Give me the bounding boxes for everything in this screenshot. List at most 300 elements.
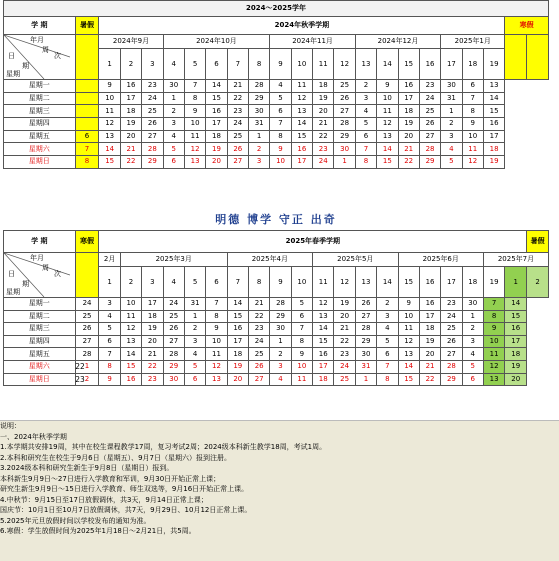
- date-cell: 12: [184, 143, 205, 156]
- date-cell: 15: [120, 360, 141, 373]
- week-number: 1: [505, 267, 527, 298]
- weekday-row: [4, 92, 549, 105]
- date-cell: 6: [291, 310, 312, 323]
- date-cell: 14: [505, 298, 527, 311]
- date-cell: 2: [441, 118, 462, 131]
- week-number: 17: [441, 267, 462, 298]
- date-cell: 24: [75, 298, 99, 311]
- date-cell: 8: [483, 310, 504, 323]
- date-cell: 25: [142, 105, 163, 118]
- date-cell: 14: [313, 323, 334, 336]
- date-cell: 29: [419, 156, 440, 169]
- date-cell: 5: [99, 323, 120, 336]
- date-cell: 22: [142, 360, 163, 373]
- corner-label-year-month: 年月: [30, 36, 44, 44]
- week-number: 5: [184, 49, 205, 80]
- date-cell: 15: [206, 92, 227, 105]
- date-cell: 29: [334, 130, 355, 143]
- week-number: 2: [527, 267, 549, 298]
- date-cell: 24: [441, 310, 462, 323]
- week-number: 10: [291, 267, 312, 298]
- date-cell: 17: [313, 360, 334, 373]
- date-cell: 10: [483, 335, 504, 348]
- winter-holiday-column: [505, 35, 527, 80]
- date-cell: 13: [377, 130, 398, 143]
- date-cell: 21: [142, 348, 163, 361]
- weekday-row: [4, 335, 549, 348]
- date-cell: 31: [355, 360, 376, 373]
- week-number: 18: [462, 267, 483, 298]
- winter-holiday-column: [75, 253, 99, 298]
- note-line: 1.本学期共安排19周，其中在校生课程教学17周，复习考试2周；2024级本科新生教学18周，考试1周。: [0, 443, 327, 451]
- date-cell: 21: [227, 80, 248, 93]
- date-cell: 26: [248, 360, 269, 373]
- date-cell: 6: [99, 335, 120, 348]
- week-number: 8: [248, 267, 269, 298]
- corner-label-week: 周: [42, 46, 49, 54]
- week-number: 3: [142, 267, 163, 298]
- date-cell: 5: [184, 360, 205, 373]
- date-cell: 16: [291, 143, 312, 156]
- week-number: 16: [419, 49, 440, 80]
- date-cell: 25: [334, 373, 355, 386]
- summer-column-header: [75, 35, 99, 80]
- spring-term-title: 2025年春季学期: [99, 231, 527, 253]
- date-cell: 11: [291, 80, 312, 93]
- date-cell: 14: [377, 143, 398, 156]
- date-cell: 9: [462, 118, 483, 131]
- date-cell: 9: [270, 143, 291, 156]
- winter-holiday-label: 寒假: [75, 231, 99, 253]
- week-number: 1: [99, 49, 120, 80]
- week-number: 18: [462, 49, 483, 80]
- date-cell: 15: [313, 335, 334, 348]
- winter-date-cell: 22: [75, 362, 85, 372]
- date-cell: 1: [75, 360, 99, 373]
- weekday-row: [4, 298, 549, 311]
- date-cell: 19: [313, 92, 334, 105]
- date-cell: 11: [99, 105, 120, 118]
- note-line: 5.2025年元旦放假时间以学校发布的通知为准。: [0, 516, 151, 525]
- date-cell: 13: [206, 373, 227, 386]
- date-cell: 28: [419, 143, 440, 156]
- weekday-label: 星期三: [4, 105, 76, 118]
- date-cell: 16: [398, 80, 419, 93]
- date-cell: 26: [142, 118, 163, 131]
- date-cell: 19: [398, 118, 419, 131]
- corner-label-weekday: 星期: [6, 70, 20, 78]
- date-cell: 10: [291, 360, 312, 373]
- date-cell: 2: [248, 143, 269, 156]
- date-cell: 26: [227, 143, 248, 156]
- date-cell: 16: [483, 118, 504, 131]
- date-cell: 5: [441, 156, 462, 169]
- week-number: 12: [334, 49, 355, 80]
- date-cell: 14: [483, 92, 504, 105]
- date-cell: 12: [377, 118, 398, 131]
- date-cell: 30: [355, 348, 376, 361]
- date-cell: 7: [462, 92, 483, 105]
- date-cell: 5: [163, 143, 184, 156]
- date-cell: 12: [398, 335, 419, 348]
- date-cell: 5: [291, 298, 312, 311]
- date-cell: 4: [163, 130, 184, 143]
- date-cell: 27: [227, 156, 248, 169]
- note-line: 2.本科和研究生在校生于9月6日（星期五）、9月7日（星期六）报到注册。: [0, 453, 231, 462]
- date-cell: 31: [248, 118, 269, 131]
- summer-date-cell: 8: [75, 156, 99, 169]
- date-cell: 26: [441, 335, 462, 348]
- month-label: 2024年9月: [99, 35, 163, 49]
- notes-panel: [0, 420, 559, 561]
- week-number: 15: [398, 267, 419, 298]
- week-number: 2: [120, 267, 141, 298]
- date-cell: 25: [248, 348, 269, 361]
- month-label: 2024年10月: [163, 35, 270, 49]
- date-cell: 3: [163, 118, 184, 131]
- date-cell: 2: [377, 298, 398, 311]
- date-cell: 18: [419, 323, 440, 336]
- date-cell: 19: [483, 156, 504, 169]
- weekday-row: [4, 80, 549, 93]
- date-cell: 13: [483, 373, 504, 386]
- week-number: 9: [270, 267, 291, 298]
- date-cell: 16: [206, 105, 227, 118]
- date-cell: 15: [505, 310, 527, 323]
- date-cell: 17: [419, 310, 440, 323]
- date-cell: 2: [184, 323, 205, 336]
- date-cell: 1: [355, 373, 376, 386]
- date-cell: 4: [99, 310, 120, 323]
- date-cell: 11: [462, 143, 483, 156]
- month-row: [4, 35, 549, 49]
- date-cell: 7: [291, 323, 312, 336]
- date-cell: 30: [270, 323, 291, 336]
- date-cell: 28: [163, 348, 184, 361]
- date-cell: 30: [334, 143, 355, 156]
- date-cell: 16: [419, 298, 440, 311]
- week-number: 14: [377, 49, 398, 80]
- date-cell: 30: [248, 105, 269, 118]
- date-cell: 17: [505, 335, 527, 348]
- note-line: 本科新生9月9日～27日进行入学教育和军训，9月30日开始正常上课；: [0, 474, 221, 483]
- date-cell: 23: [313, 143, 334, 156]
- date-cell: 4: [270, 80, 291, 93]
- date-cell: 13: [313, 310, 334, 323]
- date-cell: 16: [313, 348, 334, 361]
- academic-year-title: 2024～2025学年: [4, 1, 549, 17]
- month-label: 2024年11月: [270, 35, 355, 49]
- weekday-row: [4, 143, 549, 156]
- term-label: 学 期: [4, 231, 76, 253]
- date-cell: 22: [313, 130, 334, 143]
- weekday-row: [4, 323, 549, 336]
- date-cell: 23: [142, 373, 163, 386]
- corner-label-weekday: 星期: [6, 288, 20, 296]
- week-number: 15: [398, 49, 419, 80]
- date-cell: 4: [184, 348, 205, 361]
- weekday-label: 星期六: [4, 360, 76, 373]
- date-cell: 20: [313, 105, 334, 118]
- date-cell: 16: [120, 373, 141, 386]
- date-cell: 17: [227, 335, 248, 348]
- corner-header: [4, 35, 76, 80]
- date-cell: 11: [291, 373, 312, 386]
- date-cell: 1: [248, 130, 269, 143]
- date-cell: 30: [163, 373, 184, 386]
- autumn-term-calendar: [3, 0, 549, 169]
- date-cell: 25: [334, 80, 355, 93]
- date-cell: 19: [206, 143, 227, 156]
- date-cell: 17: [120, 92, 141, 105]
- month-label: 2025年6月: [398, 253, 483, 267]
- date-cell: 21: [313, 118, 334, 131]
- weekday-label: 星期一: [4, 298, 76, 311]
- date-cell: 27: [163, 335, 184, 348]
- date-cell: 24: [419, 92, 440, 105]
- month-label: 2025年5月: [313, 253, 398, 267]
- date-cell: 21: [334, 323, 355, 336]
- date-cell: 12: [483, 360, 504, 373]
- week-number: 4: [163, 267, 184, 298]
- date-cell: 12: [313, 298, 334, 311]
- date-cell: 23: [227, 105, 248, 118]
- date-cell: 18: [505, 348, 527, 361]
- date-cell: 22: [398, 156, 419, 169]
- date-cell: 28: [334, 118, 355, 131]
- date-cell: 28: [270, 298, 291, 311]
- week-number: 19: [483, 267, 504, 298]
- corner-label-count: 次: [54, 270, 61, 278]
- date-cell: 14: [206, 80, 227, 93]
- date-cell: 13: [120, 335, 141, 348]
- weekday-row: [4, 348, 549, 361]
- date-cell: 12: [462, 156, 483, 169]
- date-cell: 22: [227, 92, 248, 105]
- date-cell: 3: [441, 130, 462, 143]
- date-cell: 1: [184, 310, 205, 323]
- date-cell: 14: [99, 143, 120, 156]
- week-number: 6: [206, 267, 227, 298]
- summer-date-cell: 6: [75, 130, 99, 143]
- winter-holiday-column: [526, 35, 548, 80]
- weekday-row: [4, 156, 549, 169]
- date-cell: 8: [377, 373, 398, 386]
- term-label: 学 期: [4, 17, 76, 35]
- date-cell: 30: [163, 80, 184, 93]
- date-cell: 20: [206, 156, 227, 169]
- date-cell: 6: [184, 373, 205, 386]
- date-cell: 18: [206, 130, 227, 143]
- date-cell: 20: [334, 310, 355, 323]
- date-cell: 4: [377, 323, 398, 336]
- date-cell: 26: [419, 118, 440, 131]
- month-label: 2月: [99, 253, 120, 267]
- date-cell: 4: [355, 105, 376, 118]
- weekday-label: 星期三: [4, 323, 76, 336]
- date-cell: 22: [334, 335, 355, 348]
- corner-label-count: 次: [54, 52, 61, 60]
- week-number: 19: [483, 49, 504, 80]
- date-cell: 25: [227, 130, 248, 143]
- note-line: 一、2024年秋季学期: [0, 432, 67, 441]
- weekday-label: 星期五: [4, 348, 76, 361]
- date-cell: 15: [227, 310, 248, 323]
- date-cell: 8: [184, 92, 205, 105]
- date-cell: 7: [270, 118, 291, 131]
- date-cell: 3: [99, 298, 120, 311]
- date-cell: 14: [227, 298, 248, 311]
- week-number: 13: [355, 49, 376, 80]
- date-cell: 17: [398, 92, 419, 105]
- date-cell: 28: [142, 143, 163, 156]
- month-row: [4, 253, 549, 267]
- winter-holiday-label: 寒假: [505, 17, 549, 35]
- date-cell: 11: [120, 310, 141, 323]
- date-cell: 25: [163, 310, 184, 323]
- date-cell: 23: [419, 80, 440, 93]
- date-cell: 6: [377, 348, 398, 361]
- week-number: 1: [99, 267, 120, 298]
- date-cell: 22: [120, 156, 141, 169]
- date-cell: 24: [163, 298, 184, 311]
- note-line: 研究生新生9月9日～15日进行入学教育、师生双选等，9月16日开始正常上课。: [0, 485, 249, 493]
- date-cell: 17: [291, 156, 312, 169]
- weekday-label: 星期二: [4, 310, 76, 323]
- date-cell: 29: [142, 156, 163, 169]
- date-cell: 8: [462, 105, 483, 118]
- date-cell: 21: [419, 360, 440, 373]
- note-line: 说明：: [0, 422, 21, 430]
- date-cell: 10: [99, 92, 120, 105]
- date-cell: 1: [163, 92, 184, 105]
- date-cell: 14: [120, 348, 141, 361]
- date-cell: 20: [142, 335, 163, 348]
- date-cell: 7: [206, 298, 227, 311]
- date-cell: 21: [398, 143, 419, 156]
- summer-date-cell: [75, 118, 99, 131]
- date-cell: 10: [206, 335, 227, 348]
- week-number: 12: [334, 267, 355, 298]
- date-cell: 31: [441, 92, 462, 105]
- date-cell: 24: [227, 118, 248, 131]
- date-cell: 16: [120, 80, 141, 93]
- date-cell: 25: [441, 323, 462, 336]
- date-cell: 6: [270, 105, 291, 118]
- date-cell: 3: [184, 335, 205, 348]
- date-cell: 6: [462, 373, 483, 386]
- date-cell: 18: [313, 80, 334, 93]
- date-cell: 27: [334, 105, 355, 118]
- date-cell: 7: [377, 360, 398, 373]
- date-cell: 23: [441, 298, 462, 311]
- date-cell: 15: [483, 105, 504, 118]
- date-cell: 10: [398, 310, 419, 323]
- date-cell: 25: [75, 310, 99, 323]
- date-cell: 19: [419, 335, 440, 348]
- date-cell: 8: [206, 310, 227, 323]
- summer-holiday-label: 暑假: [75, 17, 99, 35]
- month-label: 2025年3月: [120, 253, 227, 267]
- date-cell: 23: [142, 80, 163, 93]
- date-cell: 20: [227, 373, 248, 386]
- date-cell: 8: [291, 335, 312, 348]
- date-cell: 3: [377, 310, 398, 323]
- date-cell: 4: [441, 143, 462, 156]
- date-cell: 16: [227, 323, 248, 336]
- date-cell: 6: [462, 80, 483, 93]
- month-label: 2024年12月: [355, 35, 440, 49]
- date-cell: 4: [462, 348, 483, 361]
- weekday-label: 星期一: [4, 80, 76, 93]
- date-cell: 24: [313, 156, 334, 169]
- week-number: 3: [142, 49, 163, 80]
- date-cell: 19: [142, 323, 163, 336]
- date-cell: 26: [334, 92, 355, 105]
- date-cell: 3: [248, 156, 269, 169]
- date-cell: 1: [462, 310, 483, 323]
- week-number: 7: [227, 49, 248, 80]
- summer-date-cell: [75, 80, 99, 93]
- date-cell: 11: [206, 348, 227, 361]
- week-number: 11: [313, 267, 334, 298]
- weekday-label: 星期六: [4, 143, 76, 156]
- weekday-label: 星期五: [4, 130, 76, 143]
- date-cell: 9: [99, 373, 120, 386]
- corner-label-day: 日: [8, 52, 15, 60]
- month-label: 2025年7月: [483, 253, 548, 267]
- date-cell: 21: [120, 143, 141, 156]
- weekday-row: [4, 130, 549, 143]
- date-cell: 7: [355, 143, 376, 156]
- week-number: 13: [355, 267, 376, 298]
- date-cell: 9: [206, 323, 227, 336]
- date-cell: 22: [419, 373, 440, 386]
- date-cell: 12: [206, 360, 227, 373]
- date-cell: 11: [184, 130, 205, 143]
- week-number: 5: [184, 267, 205, 298]
- date-cell: 12: [291, 92, 312, 105]
- date-cell: 19: [120, 118, 141, 131]
- date-cell: 6: [163, 156, 184, 169]
- date-cell: 8: [270, 130, 291, 143]
- date-cell: 19: [505, 360, 527, 373]
- date-cell: 10: [184, 118, 205, 131]
- date-cell: 24: [142, 92, 163, 105]
- weekday-label: 星期日: [4, 373, 76, 386]
- date-cell: 21: [248, 298, 269, 311]
- date-cell: 18: [483, 143, 504, 156]
- date-cell: 11: [398, 323, 419, 336]
- date-cell: 30: [462, 298, 483, 311]
- week-number: 2: [120, 49, 141, 80]
- date-cell: 17: [483, 130, 504, 143]
- date-cell: 19: [227, 360, 248, 373]
- note-line: 3.2024级本科和研究生新生于9月8日（星期日）报到。: [0, 464, 174, 472]
- date-cell: 7: [184, 80, 205, 93]
- date-cell: 26: [75, 323, 99, 336]
- week-number: 16: [419, 267, 440, 298]
- date-cell: 27: [75, 335, 99, 348]
- date-cell: 15: [398, 373, 419, 386]
- date-cell: 20: [505, 373, 527, 386]
- date-cell: 29: [163, 360, 184, 373]
- date-cell: 27: [355, 310, 376, 323]
- date-cell: 27: [142, 130, 163, 143]
- date-cell: 1: [334, 156, 355, 169]
- date-cell: 2: [75, 373, 99, 386]
- corner-label-week: 周: [42, 264, 49, 272]
